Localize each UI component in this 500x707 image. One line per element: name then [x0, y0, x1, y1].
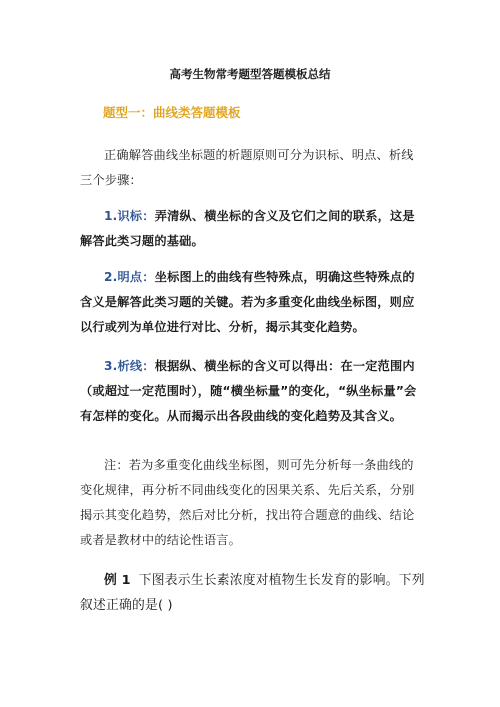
step1-text: 弄清纵、横坐标的含义及它们之间的联系，这是解答此类习题的基础。 [80, 209, 415, 248]
document-title: 高考生物常考题型答题模板总结 [169, 67, 331, 81]
step1-label: 1.识标： [104, 209, 155, 223]
step3-label: 3.析线： [104, 359, 155, 373]
intro-paragraph: 正确解答曲线坐标题的析题原则可分为识标、明点、析线三个步骤： [80, 148, 414, 187]
step3-text: 根据纵、横坐标的含义可以得出：在一定范围内（或超过一定范围时），随“横坐标量”的变化，“纵坐标量”会有怎样的变化。从而揭示出各段曲线的变化趋势及其含义。 [80, 359, 417, 423]
step3-paragraph [80, 354, 425, 429]
note-paragraph: 注：若为多重变化曲线坐标图，则可先分析每一条曲线的变化规律，再分析不同曲线变化的因果关系、先后关系，分别揭示其变化趋势，然后对比分析，找出符合题意的曲线、结论或者是教材中的结论性语言。 [80, 458, 415, 547]
step1-paragraph [80, 204, 425, 254]
example1-label: 例 1 [104, 573, 131, 588]
step2-paragraph [80, 265, 425, 340]
step2-label: 2.明点： [104, 270, 155, 284]
example1-text: 下图表示生长素浓度对植物生长发育的影响。下列叙述正确的是( ) [80, 573, 425, 613]
step2-text: 坐标图上的曲线有些特殊点，明确这些特殊点的含义是解答此类习题的关键。若为多重变化曲线坐标图，则应以行或列为单位进行对比、分析，揭示其变化趋势。 [80, 270, 415, 334]
example1-paragraph [80, 568, 425, 618]
section-heading: 题型一：曲线类答题模板 [103, 105, 241, 120]
